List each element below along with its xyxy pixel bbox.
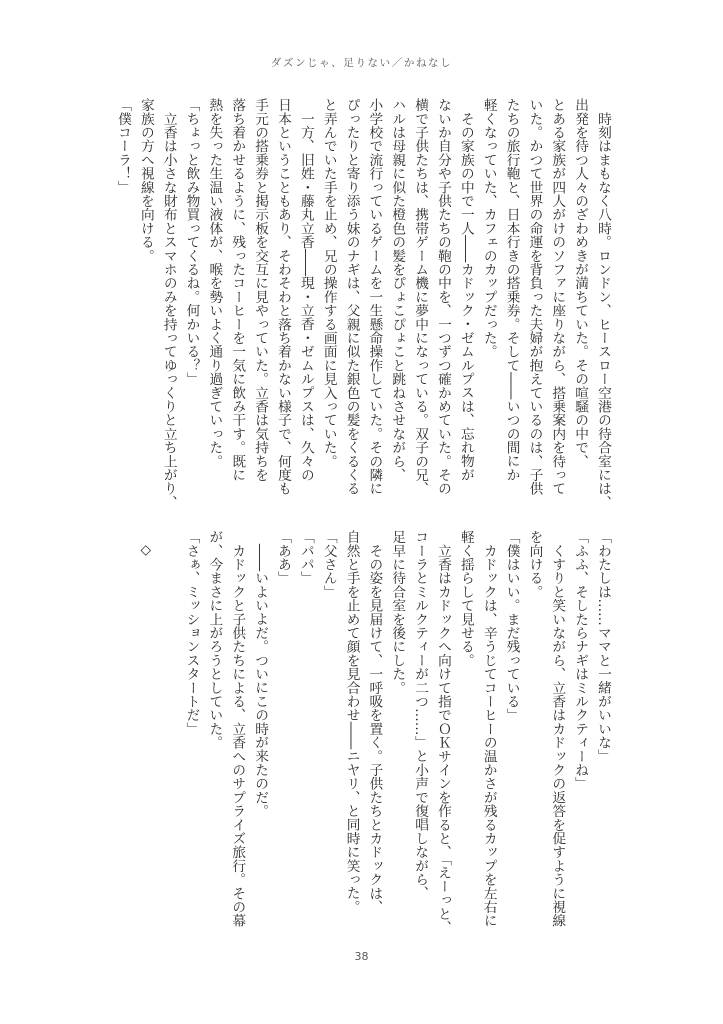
dialogue-line: 「わたしは……ママと一緒がいいな」	[595, 530, 611, 763]
dialogue-line: 「僕コーラ！」	[114, 98, 131, 194]
text-line: ――いよいよだ。ついにこの時が来たのだ。	[252, 530, 269, 818]
text-line: 横で子供たちは、携帯ゲーム機に夢中になっている。双子の兄、	[412, 98, 429, 496]
text-line: くすりと笑いながら、立香はカドックの返答を促すように視線	[549, 530, 566, 928]
text-line: たちの旅行鞄と、日本行きの搭乗券。そして――いつの間にか	[503, 98, 520, 482]
dialogue-line: 「パパ」	[297, 530, 314, 585]
text-line: ぴったりと寄り添う妹のナギは、父親に似た銀色の髪をくるくる	[343, 98, 360, 496]
text-line: 立香はカドックへ向けて指でＯＫサインを作ると、「えーっと、	[434, 530, 451, 935]
page-number: 38	[354, 950, 369, 963]
lower-tier-text	[134, 530, 614, 935]
text-line: ハルは母親に似た橙色の髪をぴょこぴょこと跳ねさせながら、	[389, 98, 406, 482]
running-header: ダズンじゃ、足りない／かねなし	[270, 57, 453, 69]
text-line: 立香は小さな財布とスマホのみを持ってゆっくりと立ち上がり、	[160, 98, 177, 509]
text-line: カドックは、辛うじてコーヒーの温かさが残るカップを左右に	[480, 530, 497, 928]
text-line: 落ち着かせるように、残ったコーヒーを一気に飲み干す。既に	[229, 98, 246, 482]
text-line: を向ける。	[526, 530, 543, 599]
text-line: が、今まさに上がろうとしていた。	[206, 530, 223, 750]
text-line: 熱を失った生温い液体が、喉を勢いよく通り過ぎていった。	[206, 98, 223, 468]
text-line: 小学校で流行っているゲームを一生懸命操作していた。その隣に	[366, 98, 383, 496]
text-line: コーラとミルクティーが二つ……」と小声で復唱しながら、	[412, 530, 429, 900]
text-line: 軽くなっていた、カフェのカップだった。	[480, 98, 497, 359]
text-line: 足早に待合室を後にした。	[389, 530, 406, 695]
dialogue-line: 「父さん」	[320, 530, 337, 599]
text-line: カドックと子供たちによる、立香へのサプライズ旅行。その幕	[229, 530, 246, 928]
dialogue-line: 「僕はいい。まだ残っている」	[503, 530, 520, 722]
dialogue-line: 「ああ」	[274, 530, 291, 585]
text-line: その家族の中で一人――カドック・ゼムルプスは、忘れ物が	[457, 98, 474, 482]
text-line: いた。かつて世界の命運を背負った夫婦が抱えているのは、子供	[526, 98, 543, 496]
text-line: 時刻はまもなく八時。ロンドン、ヒースロー空港の待合室には、	[595, 98, 611, 509]
text-line: 軽く揺らして見せる。	[457, 530, 474, 667]
text-line: その姿を見届けて、一呼吸を置く。子供たちとカドックは、	[366, 530, 383, 914]
blank-line	[157, 530, 180, 930]
upper-tier-text	[111, 98, 614, 509]
text-line: と弄んでいた手を止め、兄の操作する画面に見入っていた。	[320, 98, 337, 468]
text-line: とある家族が四人がけのソファに座りながら、搭乗案内を待って	[549, 98, 566, 496]
section-break-diamond-icon: ◇	[137, 542, 154, 558]
dialogue-line: 「ふふ、そしたらナギはミルクティーね」	[572, 530, 589, 791]
dialogue-line: 「ちょっと飲み物買ってくるね。何かいる？」	[183, 98, 200, 386]
dialogue-line: 「さぁ、ミッションスタートだ」	[183, 530, 200, 736]
text-line: ないか自分や子供たちの鞄の中を、一つずつ確かめていた。その	[434, 98, 451, 496]
text-line: 日本ということもあり、そわそわと落ち着かない様子で、何度も	[274, 98, 291, 496]
text-line: 手元の搭乗券と掲示板を交互に見やっていた。立香は気持ちを	[252, 98, 269, 482]
text-line: 家族の方へ視線を向ける。	[137, 98, 154, 263]
text-line: 出発を待つ人々のざわめきが満ちていた。その喧騒の中で、	[572, 98, 589, 468]
text-line: 一方、旧姓・藤丸立香――現・立香・ゼムルプスは、久々の	[297, 98, 314, 482]
text-line: 自然と手を止めて顔を見合わせ――ニヤリ、と同時に笑った。	[343, 530, 360, 914]
